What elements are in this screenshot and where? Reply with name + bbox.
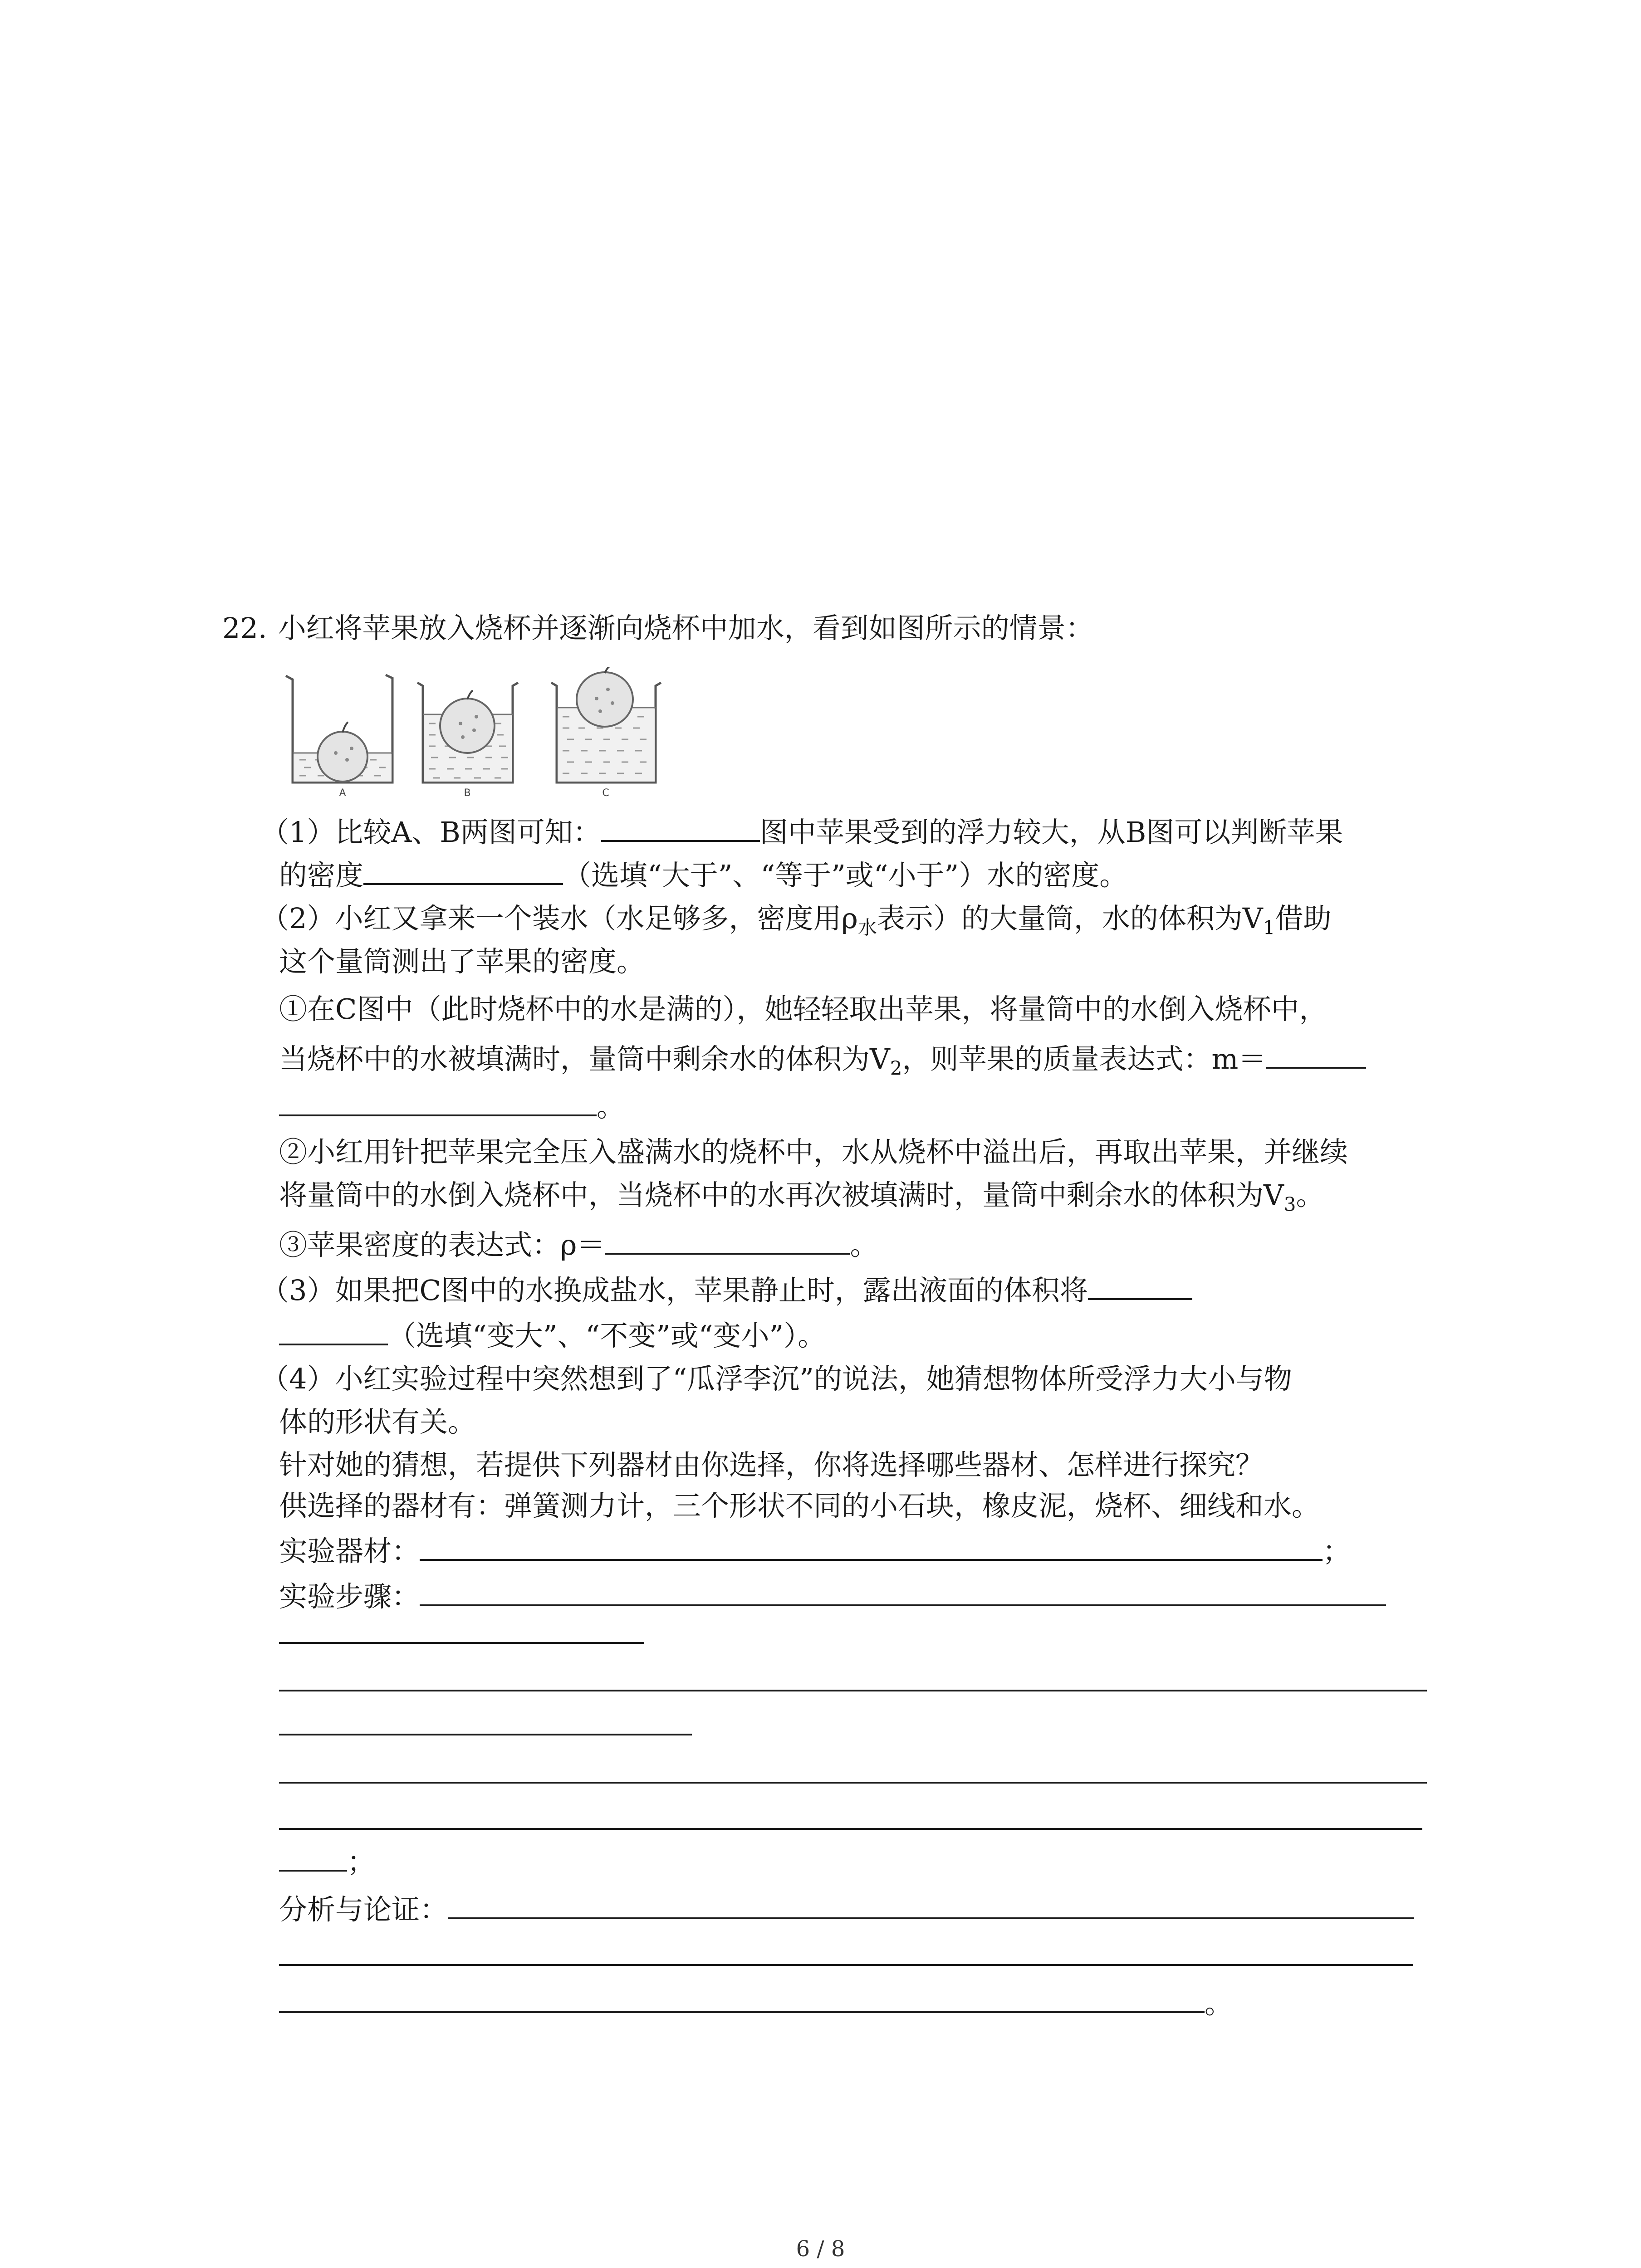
part2-text-c: 借助 [1275, 902, 1332, 935]
part4-line1 [261, 1361, 1292, 1397]
part4-line4 [279, 1488, 1320, 1524]
part1-line2 [279, 855, 1127, 891]
part2-sub-2: 2 [890, 1057, 902, 1080]
mass-blank-1[interactable] [1266, 1039, 1366, 1069]
steps-end: ； [347, 1845, 376, 1878]
steps-blank-3[interactable] [279, 1690, 1427, 1691]
steps-last-row [279, 1842, 375, 1878]
part2-sub-3: 3 [1283, 1193, 1296, 1216]
mass-blank-2[interactable] [279, 1086, 597, 1116]
part1-text-a: （1）比较A、B两图可知： [261, 816, 601, 849]
part3-line2 [279, 1315, 826, 1352]
steps-blank-2[interactable] [279, 1642, 644, 1644]
steps-blank-4[interactable] [279, 1734, 692, 1735]
part2-step2-line2 [279, 1177, 1324, 1216]
volume-blank-2[interactable] [279, 1315, 388, 1345]
volume-blank-1[interactable] [1088, 1270, 1192, 1300]
part2-text-b: 表示）的大量筒，水的体积为V [877, 902, 1263, 935]
analysis-label: 分析与论证： [279, 1893, 448, 1926]
steps-blank-1[interactable] [420, 1576, 1386, 1606]
part2-text-d: 这个量筒测出了苹果的密度。 [279, 945, 645, 978]
part2-step1-text-c: ，则苹果的质量表达式：m＝ [902, 1042, 1267, 1075]
steps-label: 实验步骤： [279, 1580, 420, 1613]
part2-sub-water: 水 [857, 916, 877, 939]
part1-line1 [261, 812, 1343, 848]
label-a: A [339, 787, 346, 798]
part4-line3 [279, 1447, 1264, 1483]
analysis-last-row [279, 1983, 1233, 2019]
part2-step2-line1 [279, 1134, 1348, 1170]
part2-step1-line1 [279, 991, 1327, 1027]
beaker-c [551, 667, 661, 798]
part2-step2-text-c: 。 [1296, 1178, 1324, 1212]
part4-text-d: 供选择的器材有：弹簧测力计，三个形状不同的小石块，橡皮泥，烧杯、细线和水。 [279, 1489, 1320, 1522]
part2-step3 [279, 1225, 878, 1261]
analysis-blank-1[interactable] [448, 1889, 1414, 1919]
part3-text-b: （选填“变大”、“不变”或“变小”）。 [388, 1319, 826, 1352]
part4-text-a: （4）小红实验过程中突然想到了“瓜浮李沉”的说法，她猜想物体所受浮力大小与物 [261, 1362, 1292, 1395]
analysis-row [279, 1889, 1414, 1926]
part4-text-c: 针对她的猜想，若提供下列器材由你选择，你将选择哪些器材、怎样进行探究？ [279, 1448, 1264, 1481]
steps-blank-6[interactable] [279, 1828, 1422, 1830]
label-c: C [602, 787, 609, 798]
part2-sub-1: 1 [1263, 916, 1275, 939]
materials-row [279, 1531, 1351, 1567]
part1-text-c: 的密度 [279, 859, 364, 892]
beaker-b [417, 683, 518, 798]
part2-step3-text-a: ③苹果密度的表达式：ρ＝ [279, 1228, 605, 1261]
analysis-blank-3[interactable] [279, 1983, 1205, 2013]
steps-blank-7[interactable] [279, 1842, 347, 1872]
part2-step1-line2 [279, 1039, 1366, 1080]
part1-text-b: 图中苹果受到的浮力较大，从B图可以判断苹果 [759, 816, 1343, 849]
label-b: B [464, 787, 471, 798]
part3-line1 [261, 1270, 1192, 1306]
analysis-blank-2[interactable] [279, 1964, 1413, 1966]
part4-text-b: 体的形状有关。 [279, 1405, 476, 1438]
part1-text-d: （选填“大于”、“等于”或“小于”）水的密度。 [563, 859, 1128, 892]
part3-text-a: （3）如果把C图中的水换成盐水，苹果静止时，露出液面的体积将 [261, 1274, 1088, 1307]
part2-step1-end: 。 [597, 1090, 625, 1123]
part2-line2 [279, 943, 645, 980]
part2-text-a: （2）小红又拿来一个装水（水足够多，密度用ρ [261, 902, 858, 935]
materials-label: 实验器材： [279, 1535, 420, 1568]
density-blank[interactable] [605, 1225, 850, 1255]
page-number: 6 / 8 [796, 2236, 845, 2262]
beaker-a [286, 675, 392, 798]
steps-row [279, 1576, 1386, 1613]
part1-blank-2[interactable] [363, 855, 563, 885]
part4-line2 [279, 1404, 476, 1440]
part2-step3-end: 。 [850, 1228, 878, 1261]
part1-blank-1[interactable] [601, 812, 760, 842]
question-number: 22. [222, 611, 267, 645]
part2-line1 [261, 900, 1331, 937]
question-text: 小红将苹果放入烧杯并逐渐向烧杯中加水，看到如图所示的情景： [278, 611, 1094, 645]
part2-step1-line3 [279, 1086, 625, 1123]
materials-blank[interactable] [420, 1531, 1323, 1561]
steps-blank-5[interactable] [279, 1782, 1427, 1784]
materials-end: ； [1323, 1535, 1351, 1568]
question-stem [222, 610, 1094, 646]
part2-step1-text-b: 当烧杯中的水被填满时，量筒中剩余水的体积为V [279, 1042, 890, 1075]
part2-step2-text-b: 将量筒中的水倒入烧杯中，当烧杯中的水再次被填满时，量筒中剩余水的体积为V [279, 1178, 1284, 1212]
part2-step1-text-a: ①在C图中（此时烧杯中的水是满的），她轻轻取出苹果，将量筒中的水倒入烧杯中， [279, 992, 1327, 1026]
beakers-figure [279, 667, 687, 798]
analysis-end: 。 [1205, 1987, 1233, 2020]
part2-step2-text-a: ②小红用针把苹果完全压入盛满水的烧杯中，水从烧杯中溢出后，再取出苹果，并继续 [279, 1135, 1348, 1168]
